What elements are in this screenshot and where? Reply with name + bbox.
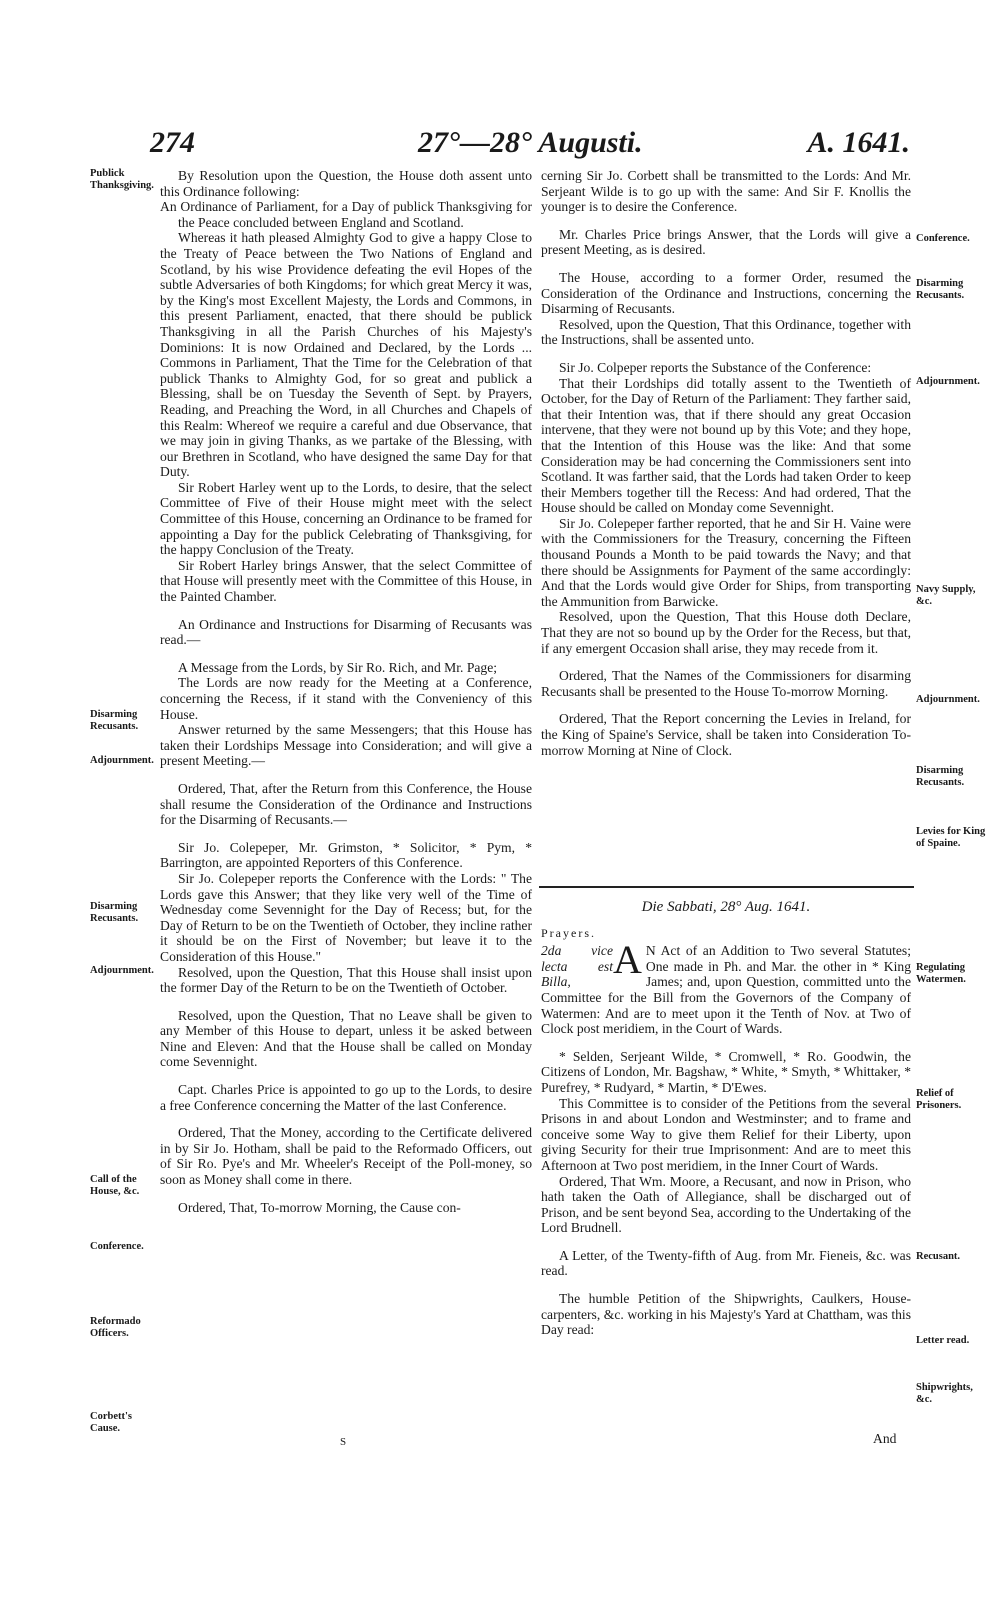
- section-divider: [539, 886, 914, 888]
- paragraph: Ordered, That, To-morrow Morning, the Cause con-: [178, 1199, 461, 1215]
- margin-note: Relief of Prisoners.: [916, 1088, 962, 1111]
- paragraph: Sir Robert Harley went up to the Lords, to desire, that the select Committee of Five of their House might meet with the select Committee of this House, concerning an Ordinance to be framed for appointing a Day for the publick Celebrating of Thanksgiving, for the happy Conclusion of the Treaty.: [160, 479, 532, 558]
- signature-mark: S: [340, 1436, 347, 1448]
- paragraph: Sir Jo. Colepeper farther reported, that he and Sir H. Vaine were with the Commissioners for the Treasury, concerning the Fifteen thousand Pounds a Month to be paid towards the Navy; and that there should be Assignments for Payment of the same accordingly: And that the Lords would give Order for Ships, from transporting the Ammunition from Barwicke.: [541, 515, 911, 609]
- paragraph: Ordered, That the Report concerning the Levies in Ireland, for the King of Spaine's Service, shall be taken into Consideration To-morrow Morning at Nine of Clock.: [541, 711, 911, 758]
- paragraph: By Resolution upon the Question, the House doth assent unto this Ordinance following:: [160, 168, 532, 199]
- paragraph: The House, according to a former Order, resumed the Consideration of the Ordinance and Instructions, concerning the Disarming of Recusants.: [541, 269, 911, 317]
- left-column: [160, 168, 532, 1215]
- margin-note: Navy Supply, &c.: [916, 584, 976, 607]
- margin-note: Publick Thanksgiving.: [90, 168, 154, 191]
- margin-note: Recusant.: [916, 1251, 961, 1262]
- bill-text: N Act of an Addition to Two several Statutes; One made in Ph. and Mar. the other in * King James; and, upon Question, committed unto the Committee for the Bill from the Governors of the Company of Watermen: And are to meet upon it the Tenth of Nov. at Two of Clock post meridiem, in the Court of Wards.: [541, 943, 911, 1037]
- margin-note: Disarming Recusants.: [916, 765, 965, 788]
- header-date: 27°—28° Augusti.: [418, 126, 643, 159]
- paragraph: Ordered, That, after the Return from this Conference, the House shall resume the Consideration of the Ordinance and Instructions for the Disarming of Recusants.—: [160, 780, 532, 828]
- paragraph: Ordered, That the Names of the Commissioners for disarming Recusants shall be presented to the House To-morrow Morning.: [541, 668, 911, 699]
- margin-note: Corbett's Cause.: [90, 1411, 132, 1434]
- paragraph: The Lords are now ready for the Meeting at a Conference, concerning the Recess, if it stand with the Conveniency of this House.: [160, 675, 532, 722]
- paragraph: A Letter, of the Twenty-fifth of Aug. from Mr. Fieneis, &c. was read.: [541, 1247, 911, 1279]
- margin-note: Levies for King of Spaine.: [916, 826, 986, 849]
- margin-note: Conference.: [90, 1241, 144, 1252]
- bill-paragraph: [541, 937, 911, 1037]
- margin-note: Adjournment.: [916, 376, 980, 387]
- paragraph: Resolved, upon the Question, That this House doth Declare, That they are not so bound up by the Order for the Recess, but that, if any emergent Occasion shall arise, they may recede from it.: [541, 609, 911, 656]
- margin-note: Letter read.: [916, 1335, 970, 1346]
- right-column-saturday: [541, 900, 911, 1338]
- paragraph: Resolved, upon the Question, That no Leave shall be given to any Member of this House to depart, unless it be asked between Nine and Eleven: And that the House shall be called on Monday come Sevennight.: [160, 1007, 532, 1070]
- paragraph: Sir Jo. Colepeper, Mr. Grimston, * Solicitor, * Pym, * Barrington, are appointed Reporters of this Conference.: [160, 839, 532, 871]
- margin-note: Disarming Recusants.: [90, 901, 139, 924]
- paragraph: cerning Sir Jo. Corbett shall be transmitted to the Lords: And Mr. Serjeant Wilde is to go up with the same: And Sir F. Knollis the younger is to desire the Conference.: [541, 168, 911, 215]
- paragraph: * Selden, Serjeant Wilde, * Cromwell, * Ro. Goodwin, the Citizens of London, Mr. Bagshaw, * White, * Smyth, * Whittaker, * Purefrey, * Rudyard, * Martin, * D'Ewes.: [541, 1048, 911, 1095]
- paragraph: Resolved, upon the Question, That this House shall insist upon the former Day of the Return to be on the Twentieth of October.: [160, 964, 532, 996]
- paragraph: Mr. Charles Price brings Answer, that the Lords will give a present Meeting, as is desired.: [541, 226, 911, 258]
- prayers-heading: Prayers.: [541, 925, 596, 940]
- paragraph: An Ordinance and Instructions for Disarming of Recusants was read.—: [160, 616, 532, 648]
- right-column: [541, 168, 911, 758]
- margin-note: Reformado Officers.: [90, 1316, 141, 1339]
- paragraph: Ordered, That the Money, according to the Certificate delivered in by Sir Jo. Hotham, shall be paid to the Reformado Officers, out of Sir Ro. Pye's and Mr. Wheeler's Receipt of the Poll-money, so soon as Money shall come in there.: [160, 1125, 532, 1188]
- margin-note: Disarming Recusants.: [90, 709, 139, 732]
- paragraph: Whereas it hath pleased Almighty God to give a happy Close to the Treaty of Peace between the Two Nations of England and Scotland, by his wise Providence defeating the evil Hopes of the subtle Adversaries of both Kingdoms; for which great Mercy it was, by the King's most Excellent Majesty, the Lords and Commons, in this present Parliament, enacted, that there should be publick Thanksgiving in all the Parish Churches of his Majesty's Dominions: It is now Ordained and Declared, by the Lords ... Commons in Parliament, That the Time for the Celebration of that publick Thanks to Almighty God, for so great and publick a Blessing, shall be on Tuesday the Seventh of Sept. by Prayers, Reading, and Preaching the Word, in all Churches and Chapels of this Realm: Whereof we require a careful and due Observance, that we may join in giving Thanks, as we partake of the Blessing, with our Brethren in Scotland, who have designed the same Day for that Duty.: [160, 230, 532, 480]
- date-heading: Die Sabbati, 28° Aug. 1641.: [641, 899, 811, 915]
- paragraph: Ordered, That Wm. Moore, a Recusant, and now in Prison, who hath taken the Oath of Allegiance, shall be discharged out of Prison, and be sent beyond Sea, according to the Undertaking of the Lord Brudnell.: [541, 1173, 911, 1236]
- paragraph: This Committee is to consider of the Petitions from the several Prisons in and about London and Westminster; and to frame and conceive some Way to give them Relief for their Liberty, upon giving Security for their true Imprisonment: And are to meet this Afternoon at Two post meridiem, in the Inner Court of Wards.: [541, 1095, 911, 1173]
- margin-note: Conference.: [916, 233, 970, 244]
- drop-cap: A: [613, 937, 642, 983]
- paragraph: Answer returned by the same Messengers; that this House has taken their Lordships Message into Consideration; and will give a present Meeting.—: [160, 722, 532, 769]
- bill-label: 2da vice lecta est Billa,: [541, 943, 613, 990]
- paragraph: Capt. Charles Price is appointed to go up to the Lords, to desire a free Conference concerning the Matter of the last Conference.: [160, 1082, 532, 1113]
- margin-note: Regulating Watermen.: [916, 962, 966, 985]
- header-year: A. 1641.: [807, 126, 910, 159]
- page-header: [150, 126, 910, 166]
- margin-note: Adjournment.: [90, 965, 154, 976]
- paragraph: The humble Petition of the Shipwrights, Caulkers, House-carpenters, &c. working in his Majesty's Yard at Chattham, was this Day read:: [541, 1291, 911, 1338]
- page-number: 274: [150, 126, 195, 159]
- margin-note: Adjournment.: [90, 755, 154, 766]
- paragraph: A Message from the Lords, by Sir Ro. Rich, and Mr. Page;: [178, 659, 498, 675]
- paragraph: Sir Jo. Colpeper reports the Substance of the Conference:: [559, 359, 872, 375]
- paragraph: That their Lordships did totally assent to the Twentieth of October, for the Day of Return of the Parliament: They farther said, that their Intention was, that if there should any great Occasion intervene, that they were not bound up by this Vote; and they hope, that the Intention of this House was the like: And that some Consideration may be had concerning the Commissioners sent into Scotland. It was farther said, that the Lords had taken Order to keep their Members together till the Recess: And had ordered, That the House should be called on Monday come Sevennight.: [541, 375, 911, 516]
- paragraph: Sir Robert Harley brings Answer, that the select Committee of that House will presently meet with the Committee of this House, in the Painted Chamber.: [160, 557, 532, 605]
- paragraph: Sir Jo. Colepeper reports the Conference with the Lords: " The Lords gave this Answer; that they like very well of the Time of Wednesday come Sevennight for the Day of Recess; but, for the Day of Return to be on the Twentieth of October, they incline rather it should be on the First of November; but leave it to the Consideration of this House.": [160, 870, 532, 964]
- saturday-paragraphs: [541, 1049, 911, 1338]
- margin-note: Disarming Recusants.: [916, 278, 965, 301]
- catchword: And: [873, 1431, 897, 1446]
- paragraph: Resolved, upon the Question, That this Ordinance, together with the Instructions, shall be assented unto.: [541, 316, 911, 348]
- margin-note: Shipwrights, &c.: [916, 1382, 973, 1405]
- paragraph: An Ordinance of Parliament, for a Day of publick Thanksgiving for the Peace concluded between England and Scotland.: [160, 199, 532, 230]
- margin-note: Adjournment.: [916, 694, 980, 705]
- margin-note: Call of the House, &c.: [90, 1174, 140, 1197]
